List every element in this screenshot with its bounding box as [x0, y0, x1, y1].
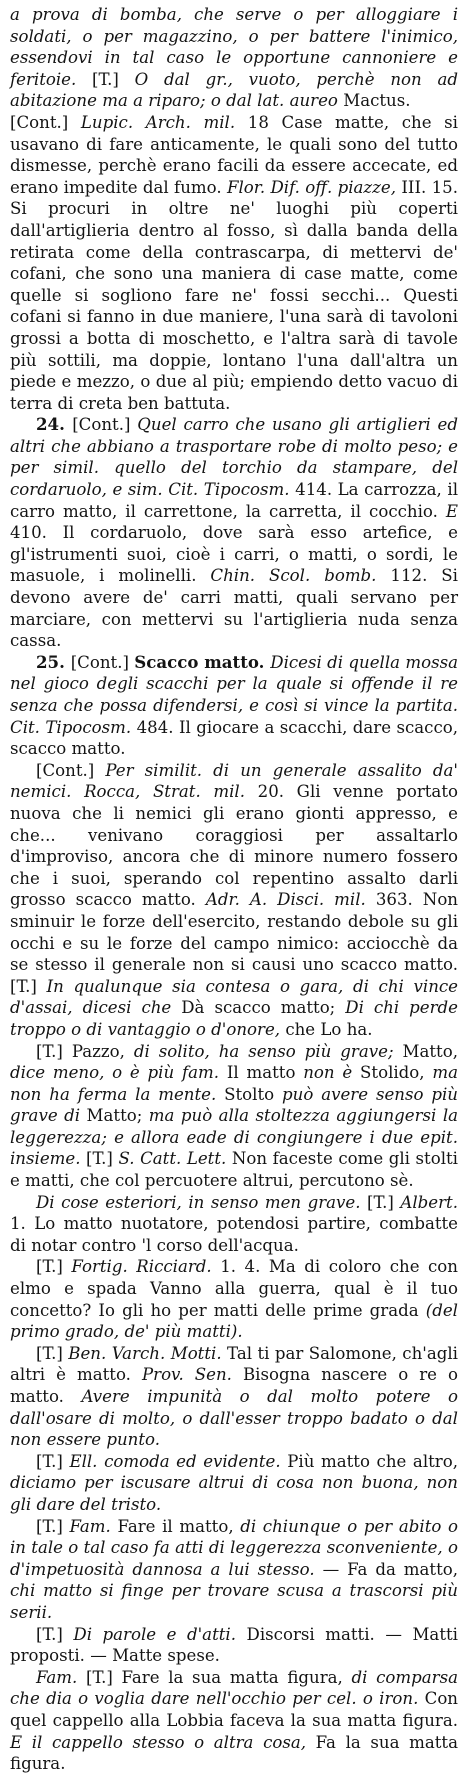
text-run: non è [303, 1063, 361, 1083]
text-run: che Lo ha. [285, 1019, 373, 1039]
text-run: di comparsa che dia o voglia dare nell'occhio per cel. o iron. [10, 1667, 458, 1709]
entry-number: 25. [36, 651, 71, 672]
text-run: [T.] [92, 69, 135, 89]
text-run: comoda ed evidente. [104, 1451, 288, 1471]
entry-paragraph [10, 4, 458, 112]
text-run: dice meno, o è più fam. [10, 1063, 227, 1083]
text-run: [T.] [36, 1624, 74, 1644]
entry-paragraph [10, 1343, 458, 1451]
text-run: [T.] [36, 1451, 70, 1471]
text-run: — Fa da matto, [322, 1559, 459, 1579]
entry-paragraph [10, 1667, 458, 1775]
text-run: può avere senso più grave di [10, 1084, 458, 1126]
text-run: S. Catt. Lett. [118, 1149, 232, 1169]
entry-paragraph [10, 1624, 458, 1667]
text-run: Di cose esteriori, in senso men grave. [36, 1192, 368, 1212]
text-run: Ell. [69, 1451, 105, 1471]
text-run: ma non ha ferma la mente. [10, 1063, 459, 1104]
text-run: di solito, ha senso più grave; [133, 1041, 403, 1061]
text-run: In qualunque sia contesa o gara, di chi vince d'assai, dicesi che [10, 976, 458, 1018]
entry-paragraph [10, 1516, 458, 1624]
text-run: 1. 4. Ma di coloro che con elmo e spada Vanno alla guerra, qual è il tuo concetto? Io gli ho per matti delle prime grada [10, 1257, 458, 1320]
text-run: [Cont.] [70, 652, 135, 672]
text-run: 484. Il giocare a scacchi, dare scacco, scacco matto. [10, 717, 458, 759]
text-run: [T.] Fare la sua matta figura, [85, 1667, 352, 1687]
text-run: [T.] [36, 1041, 72, 1061]
text-run: Fa la sua matta figura. [10, 1732, 458, 1774]
text-run: Il matto [226, 1063, 304, 1083]
text-run: Lupic. Arch. mil. [80, 112, 248, 132]
entry-paragraph [10, 414, 458, 652]
text-run: O dal gr., vuoto, perchè non ad abitazione ma a riparo; o dal lat. aureo [10, 69, 458, 111]
text-run: 20. Gli venne portato nuova che li nemici gli erano gionti appresso, e che... venivano coraggiosi per assaltarlo d'improviso, ancora che di minore numero fossero che i suoi, sperando col repentino assalto darli grosso scacco matto. [10, 782, 458, 910]
text-run: Bisogna nascere o re o matto. [10, 1365, 458, 1406]
text-run: Fortig. Ricciard. [71, 1257, 221, 1277]
entry-paragraph [10, 112, 458, 414]
text-run: [Cont.] [10, 112, 81, 132]
text-run: a prova di bomba, che serve o per alloggiare i soldati, o per magazzino, o per battere l'inimico, essendovi in tal caso le opportune cannoniere e feritoie. [10, 5, 458, 89]
text-run: diciamo per iscusare altrui di cosa non buona, non gli dare del tristo. [10, 1473, 458, 1514]
text-run: Stolido, [360, 1063, 433, 1083]
text-run: Dicesi di quella mossa nel gioco degli scacchi per la quale si offende il re senza che possa difendersi, e così si vince la partita. Cit. Tipocosm. [10, 652, 458, 737]
text-run: [T.] [36, 1257, 72, 1277]
text-run: Fam. [36, 1667, 86, 1687]
text-run: Stolto [224, 1084, 283, 1104]
headword: Scacco matto. [134, 651, 271, 672]
text-run: 112. Si devono avere de' carri matti, quali servano per marciare, con mettervi su l'artiglieria nuda senza cassa. [10, 566, 458, 651]
text-run: Chin. Scol. bomb. [210, 566, 391, 586]
entry-paragraph [10, 1192, 458, 1257]
text-run: Prov. Sen. [141, 1365, 243, 1385]
text-run: 18 Case matte, che si usavano di fare anticamente, le quali sono del tutto dismesse, perchè erano facili da essere accecate, ed erano impedite dal fumo. [10, 112, 458, 197]
text-run: [Cont.] [36, 760, 106, 780]
text-run: Più matto che altro, [287, 1451, 458, 1471]
text-run: [T.] [36, 1516, 70, 1536]
text-run: Di parole e d'atti. [73, 1624, 247, 1644]
text-run: E il cappello stesso o altra cosa, [10, 1732, 316, 1752]
text-run: Dà scacco matto; [181, 998, 346, 1018]
text-run: Matto, [402, 1041, 458, 1061]
text-run: [T.] [367, 1192, 401, 1212]
text-run: Quel carro che usano gli artiglieri ed altri che abbiano a trasportare robe di molto peso; e per simil. quello del torchio da stampare, del cordaruolo, e sim. Cit. Tipocosm. [10, 415, 458, 500]
text-run: ma può alla stoltezza aggiungersi la leggerezza; e allora eade di congiungere i due epit. insieme. [10, 1106, 459, 1169]
text-run: (del primo grado, de' più matti). [10, 1300, 458, 1342]
text-run: Di chi perde troppo o di vantaggio o d'onore, [10, 998, 458, 1039]
text-run: Avere impunità o dal molto potere o dall'osare di molto, o dall'esser troppo badato o dal non essere punto. [10, 1387, 458, 1450]
text-run: 1. Lo matto nuotatore, potendosi partire, combatte di notar contro 'l corso dell'acqua. [10, 1214, 458, 1255]
text-run: E [445, 501, 458, 521]
text-run: [T.] [86, 1149, 119, 1169]
text-run: [T.] [10, 976, 47, 996]
entry-paragraph [10, 1451, 458, 1516]
text-run: Tal ti par Salomone, ch'agli altri è matto. [10, 1343, 458, 1385]
text-run: di chiunque o per abito o in tale o tal caso fa atti di leggerezza sconveniente, o d'impetuosità dannosa a lui stesso. [10, 1516, 458, 1579]
text-run: Fare il matto, [117, 1516, 241, 1536]
text-run: Matto; [86, 1106, 149, 1126]
text-run: Ben. Varch. Motti. [68, 1343, 228, 1363]
text-run: Pazzo, [71, 1041, 134, 1061]
entry-paragraph [10, 652, 458, 760]
text-run: 363. Non sminuir le forze dell'esercito, restando debole su gli occhi e su le forze del campo nimico: acciocchè da se stesso il generale non si causi uno scacco matto. [10, 890, 458, 975]
entry-paragraph [10, 1256, 458, 1342]
text-run: Fam. [69, 1516, 118, 1536]
text-run: 410. Il cordaruolo, dove sarà esso artefice, e gl'istrumenti suoi, cioè i carri, o matti, o sordi, le masuole, i molinelli. [10, 523, 458, 586]
text-run: III. 15. Si procuri in oltre ne' luoghi più coperti dall'artiglieria dentro al fosso, sì dalla banda della retirata come della contrascarpa, di mettervi de' cofani, che sono una maniera di case matte, come quelle si sogliono fare ne' fossi secchi... Questi cofani si fanno in due maniere, l'una sarà di tavoloni grossi a botta di moschetto, e l'altra sarà di tavole più sottili, ma doppie, lontano l'una dall'altra un piede e mezzo, o due al più; empiendo detto vacuo di terra di creta ben battuta. [10, 177, 459, 413]
text-run: Flor. Dif. off. piazze, [226, 177, 402, 197]
entry-paragraph [10, 760, 458, 1041]
entry-paragraph [10, 1041, 458, 1192]
text-run: [Cont.] [72, 415, 138, 435]
text-run: Non faceste come gli stolti e matti, che col percuotere altrui, percutono sè. [10, 1149, 458, 1191]
text-run: Adr. A. Disci. mil. [205, 890, 376, 910]
text-run: chi matto si finge per trovare scusa a trascorsi più serii. [10, 1581, 458, 1622]
text-run: 414. La carrozza, il carro matto, il carrettone, la carretta, il cocchio. [10, 480, 458, 521]
text-run: Per similit. di un generale assalito da' nemici. Rocca, Strat. mil. [10, 760, 458, 802]
text-run: Discorsi matti. — Matti proposti. — Matte spese. [10, 1624, 458, 1666]
text-run: Albert. [400, 1192, 458, 1212]
text-run: [T.] [36, 1343, 69, 1363]
entry-number: 24. [36, 414, 73, 435]
text-run: Mactus. [343, 91, 411, 111]
text-run: Con quel cappello alla Lobbia faceva la sua matta figura. [10, 1689, 458, 1730]
